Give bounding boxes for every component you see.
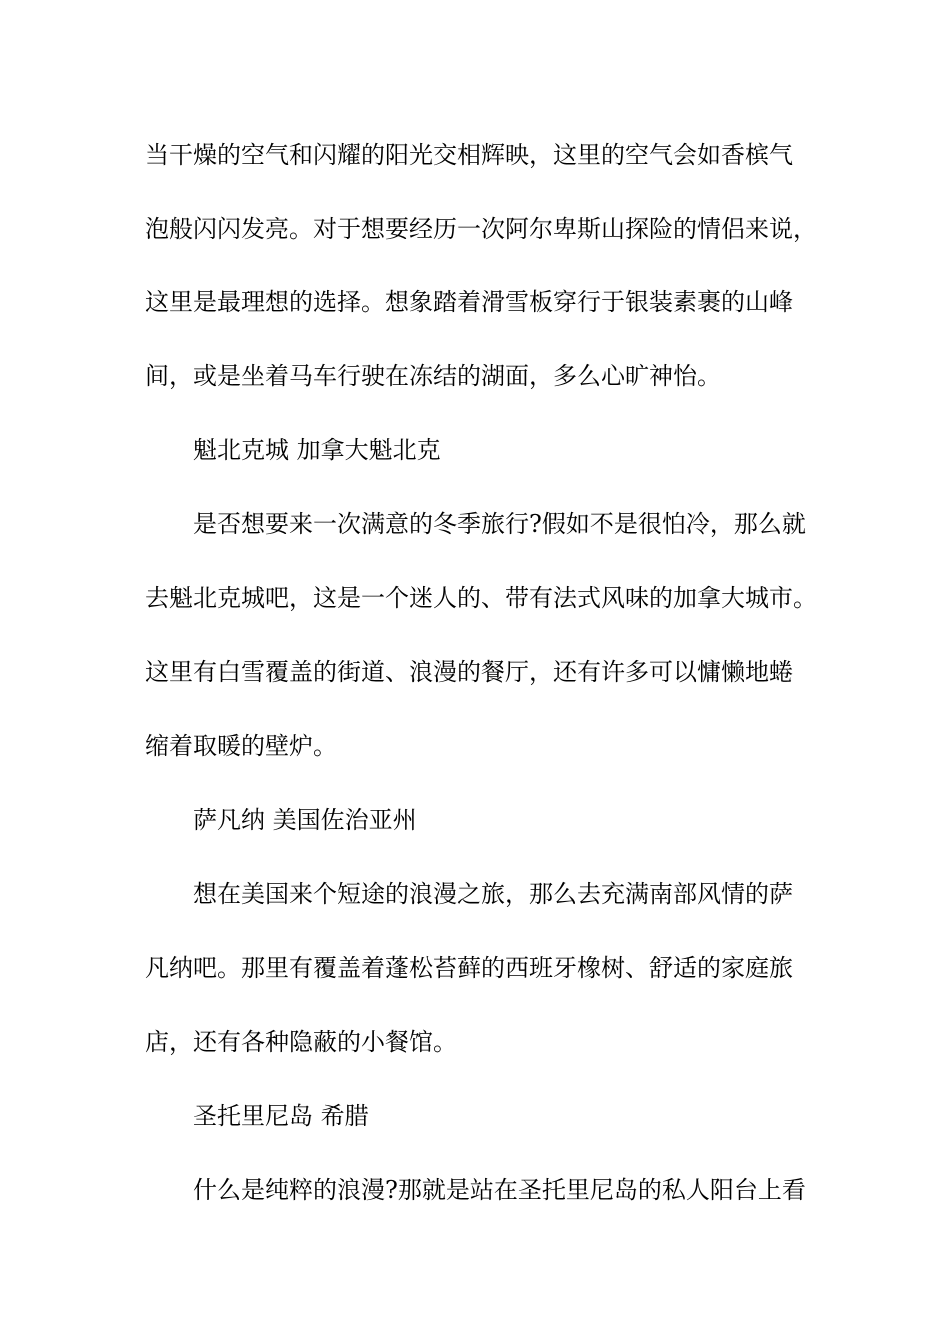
- paragraph-line: 店，还有各种隐蔽的小餐馆。: [145, 1028, 457, 1056]
- paragraph-line: 想在美国来个短途的浪漫之旅，那么去充满南部风情的萨: [193, 880, 793, 908]
- paragraph-line: 去魁北克城吧，这是一个迷人的、带有法式风味的加拿大城市。: [145, 584, 817, 612]
- section-heading-santorini: 圣托里尼岛 希腊: [193, 1102, 369, 1130]
- paragraph-line: 这里有白雪覆盖的街道、浪漫的餐厅，还有许多可以慵懒地蜷: [145, 658, 793, 686]
- section-heading-quebec: 魁北克城 加拿大魁北克: [193, 436, 441, 464]
- paragraph-line: 这里是最理想的选择。想象踏着滑雪板穿行于银装素裹的山峰: [145, 288, 793, 316]
- paragraph-line: 当干燥的空气和闪耀的阳光交相辉映，这里的空气会如香槟气: [145, 141, 793, 169]
- paragraph-line: 什么是纯粹的浪漫?那就是站在圣托里尼岛的私人阳台上看: [193, 1176, 806, 1204]
- paragraph-line: 泡般闪闪发亮。对于想要经历一次阿尔卑斯山探险的情侣来说，: [145, 215, 817, 243]
- paragraph-line: 缩着取暖的壁炉。: [145, 732, 337, 760]
- paragraph-line: 间，或是坐着马车行驶在冻结的湖面，多么心旷神怡。: [145, 362, 721, 390]
- section-heading-savannah: 萨凡纳 美国佐治亚州: [193, 806, 417, 834]
- paragraph-line: 是否想要来一次满意的冬季旅行?假如不是很怕冷，那么就: [193, 510, 806, 538]
- paragraph-line: 凡纳吧。那里有覆盖着蓬松苔藓的西班牙橡树、舒适的家庭旅: [145, 954, 793, 982]
